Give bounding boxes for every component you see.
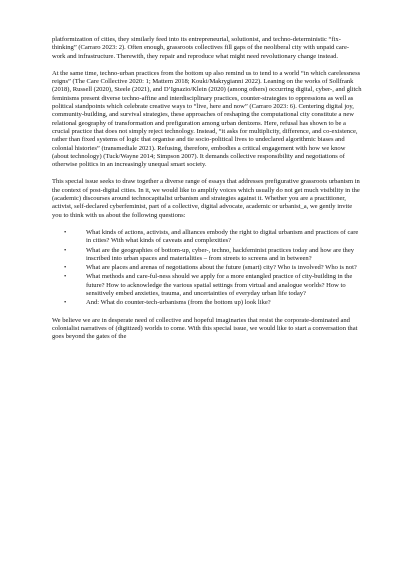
question-text: What are the geographies of bottom-up, cyber-, techno, hackfeminist practices today and how are they inscribed into urban spaces and materialities – from streets to screens and in between? (86, 246, 355, 262)
question-list (52, 229, 362, 308)
paragraph-special-issue-invitation: This special issue seeks to draw together a diverse range of essays that addresses prefigurative grassroots urbanism in the context of post-digital cities. In it, we would like to amplify voices which usually do not get much visibility in the (academic) discourses around technocapitalist urbanism and strategies against it. Whether you are a practitioner, activist, self-declared cyberfeminist, part of a collective, digital advocate, academic or urbanist_a, we gently invite you to think with us about the following questions: (52, 178, 360, 219)
question-item (52, 247, 362, 264)
page-body (52, 36, 362, 351)
question-text: And: What do counter-tech-urbanisms (from the bottom up) look like? (86, 299, 271, 307)
question-text: What are places and arenas of negotiations about the future (smart) city? Who is involved? Who is not? (86, 264, 357, 272)
bullet-icon: • (64, 228, 67, 236)
paragraph-closing: We believe we are in desperate need of collective and hopeful imaginaries that resist the corporate-dominated and colonialist narratives of (digitized) worlds to come. With this special issue, we would like to start a conversation that goes beyond the gates of the (52, 316, 358, 341)
question-text: What methods and care-ful-ness should we apply for a more entangled practice of city-building in the future? How to acknowledge the various spatial settings from virtual and analogue worlds? How to sensitively embed anxieties, trauma, and uncertainties of everyday urban life today? (86, 273, 353, 298)
bullet-icon: • (64, 246, 67, 254)
paragraph-platformization: platformization of cities, they similarly feed into its entrepreneurial, solutionist, and techno-deterministic “fix-thinking” (Carraro 2023: 2). Often enough, grassroots collectives fill gaps of the neoliberal city with unpaid care-work and infrastructure. Therewith, they repair and reproduce what might need revolutionary change instead. (52, 36, 350, 60)
question-item (52, 299, 362, 307)
bullet-icon: • (64, 273, 67, 281)
bullet-icon: • (64, 264, 67, 272)
question-text: What kinds of actions, activists, and alliances embody the right to digital urbanism and practices of care in cities? With what kinds of caveats and complexities? (86, 228, 359, 245)
question-item (52, 273, 362, 298)
bullet-icon: • (64, 299, 67, 307)
paragraph-care-and-refusal: At the same time, techno-urban practices from the bottom up also remind us to tend to a world “in which carelessness reigns” (The Care Collective 2020: 1; Mattern 2018; Kouki/Makrygianni 2022). Leaning on the works of Sollfrank (2018), Russell (2020), Steele (2021), and D’Ignazio/Klein (2020) (among others) occurring digital, cyber-, and glitch feminisms present diverse techno-affine and interdisciplinary practices, counter-strategies to oppressions as well as political standpoints which celebrate creative ways to “live, here and now” (Carraro 2023: 6). Centering digital joy, community-building, and survival strategies, these approaches of reshaping the computational city constitute a new relational geography of transformation and prefiguration among urban denizens. Here, refusal has shown to be a crucial practice that does not simply reject technology. Instead, “it asks for multiplicity, difference, and co-existence, rather than fixed systems of logic that organise and tie socio-political lives to undeclared algorithmic biases and colonial histories” (transmediale 2021). Refusing, therefore, embodies a critical engagement with how we know (about technology) (Tuck/Wayne 2014; Simpson 2007). It demands collective responsibility and negotiations of otherwise politics in an increasingly unequal smart society. (52, 69, 362, 169)
question-item (52, 229, 362, 246)
question-item (52, 264, 362, 272)
